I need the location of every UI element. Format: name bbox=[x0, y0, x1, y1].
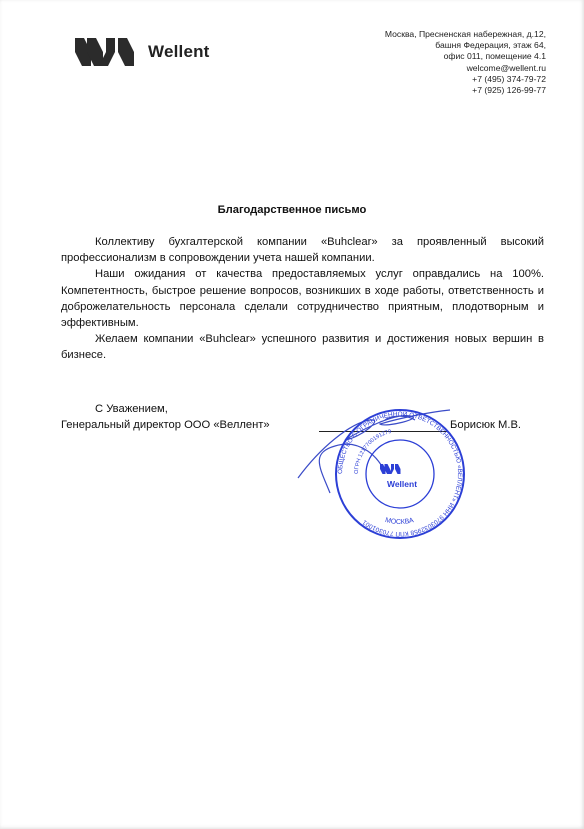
company-logo bbox=[75, 38, 210, 66]
body-paragraph: Коллективу бухгалтерской компании «Buhclear» за проявленный высокий профессионализм в сопровождении учета нашей компании. bbox=[61, 236, 544, 265]
body-paragraph: Желаем компании «Buhclear» успешного развития и достижения новых вершин в бизнесе. bbox=[61, 333, 544, 362]
stamp-city-text: МОСКВА bbox=[384, 516, 415, 527]
letter-title: Благодарственное письмо bbox=[217, 204, 367, 216]
regards-line: С Уважением, bbox=[95, 403, 168, 415]
email-line: welcome@wellent.ru bbox=[466, 62, 546, 73]
stamp-logo-icon bbox=[380, 464, 401, 474]
stamp-center-text: Wellent bbox=[386, 479, 418, 489]
address-line: Москва, Пресненская набережная, д.12, bbox=[384, 29, 546, 39]
letter-body bbox=[61, 234, 544, 364]
phone-line: +7 (495) 374-79-72 bbox=[472, 73, 546, 84]
phone-line: +7 (925) 126-99-77 bbox=[472, 85, 546, 96]
wellent-logo-icon bbox=[75, 38, 135, 66]
stamp-ring-text: ОБЩЕСТВО С ОГРАНИЧЕННОЙ ОТВЕТСТВЕННОСТЬЮ «ВЕЛЛЕНТ» ИНН 9703032958 КПП 770301001 bbox=[336, 410, 464, 538]
company-stamp bbox=[290, 398, 480, 548]
logo-wordmark: Wellent bbox=[148, 42, 210, 61]
address-line: башня Федерация, этаж 64, bbox=[435, 40, 546, 51]
signer-position: Генеральный директор ООО «Веллент» bbox=[61, 419, 270, 431]
signer-name: Борисюк М.В. bbox=[450, 419, 522, 431]
stamp-inner-text: ОГРН 1217700191279 bbox=[353, 428, 393, 475]
address-line: офис 011, помещение 4.1 bbox=[443, 51, 546, 62]
body-paragraph: Наши ожидания от качества предоставляемых услуг оправдались на 100%. Компетентность, быстрое решение вопросов, возникших в ходе работы, ответственность и доброжелательность персонала сделали сотрудничество приятным, плодотворным и эффективным. bbox=[61, 268, 544, 330]
company-address-block bbox=[385, 29, 546, 96]
